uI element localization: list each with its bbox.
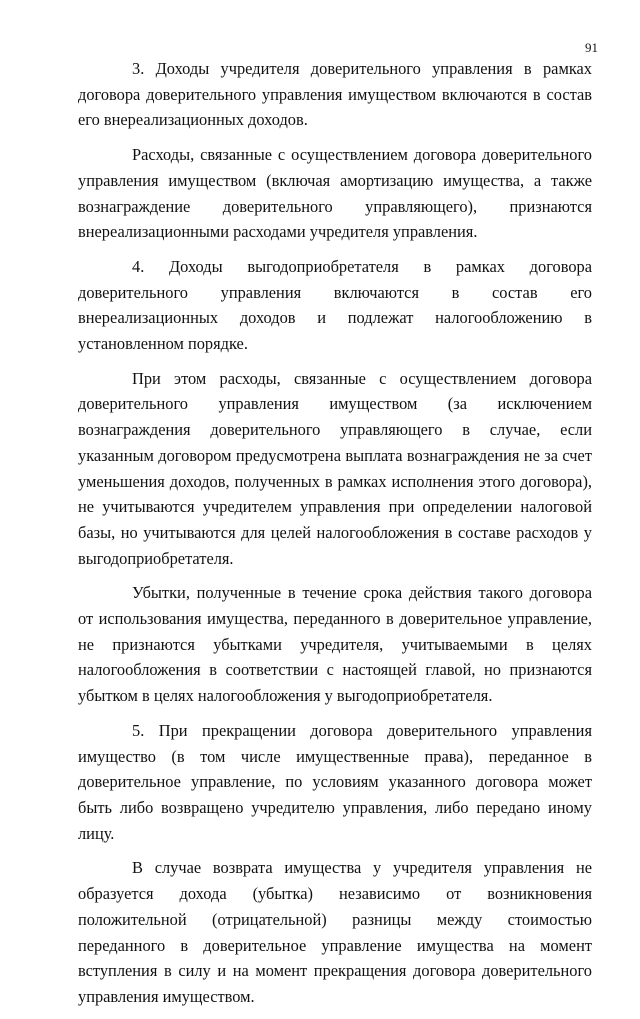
paragraph-clause-3: 3. Доходы учредителя доверительного управления в рамках договора доверительного управления имуществом включаются в состав его внереализационных доходов. xyxy=(78,59,592,130)
paragraph-clause-5: 5. При прекращении договора доверительного управления имущество (в том числе имущественные права), переданное в доверительное управление, по условиям указанного договора может быть либо возвращено учредителю управления, либо передано иному лицу. xyxy=(78,720,592,843)
document-body xyxy=(78,56,592,1019)
page-number: 91 xyxy=(585,40,598,55)
paragraph-expenses: Расходы, связанные с осуществлением договора доверительного управления имуществом (включая амортизацию имущества, а также вознаграждение доверительного управляющего), признаются внереализационными расходами учредителя управления. xyxy=(78,145,592,242)
paragraph-return-of-property: В случае возврата имущества у учредителя управления не образуется дохода (убытка) независимо от возникновения положительной (отрицательной) разницы между стоимостью переданного в доверительное управление имущества на момент вступления в силу и на момент прекращения договора доверительного управления имуществом. xyxy=(78,858,592,1006)
paragraph-losses: Убытки, полученные в течение срока действия такого договора от использования имущества, переданного в доверительное управление, не признаются убытками учредителя, учитываемыми в целях налогообложения в соответствии с настоящей главой, но признаются убытком в целях налогообложения у выгодоприобретателя. xyxy=(78,583,592,706)
paragraph-clause-4: 4. Доходы выгодоприобретателя в рамках договора доверительного управления включаются в состав его внереализационных доходов и подлежат налогообложению в установленном порядке. xyxy=(78,256,592,354)
paragraph-expenses-exclusion: При этом расходы, связанные с осуществлением договора доверительного управления имуществом (за исключением вознаграждения доверительного управляющего в случае, если указанным договором предусмотрена выплата вознаграждения не за счет уменьшения доходов, полученных в рамках исполнения этого договора), не учитываются учредителем управления при определении налоговой базы, но учитываются для целей налогообложения в составе расходов у выгодоприобретателя. xyxy=(78,368,592,568)
